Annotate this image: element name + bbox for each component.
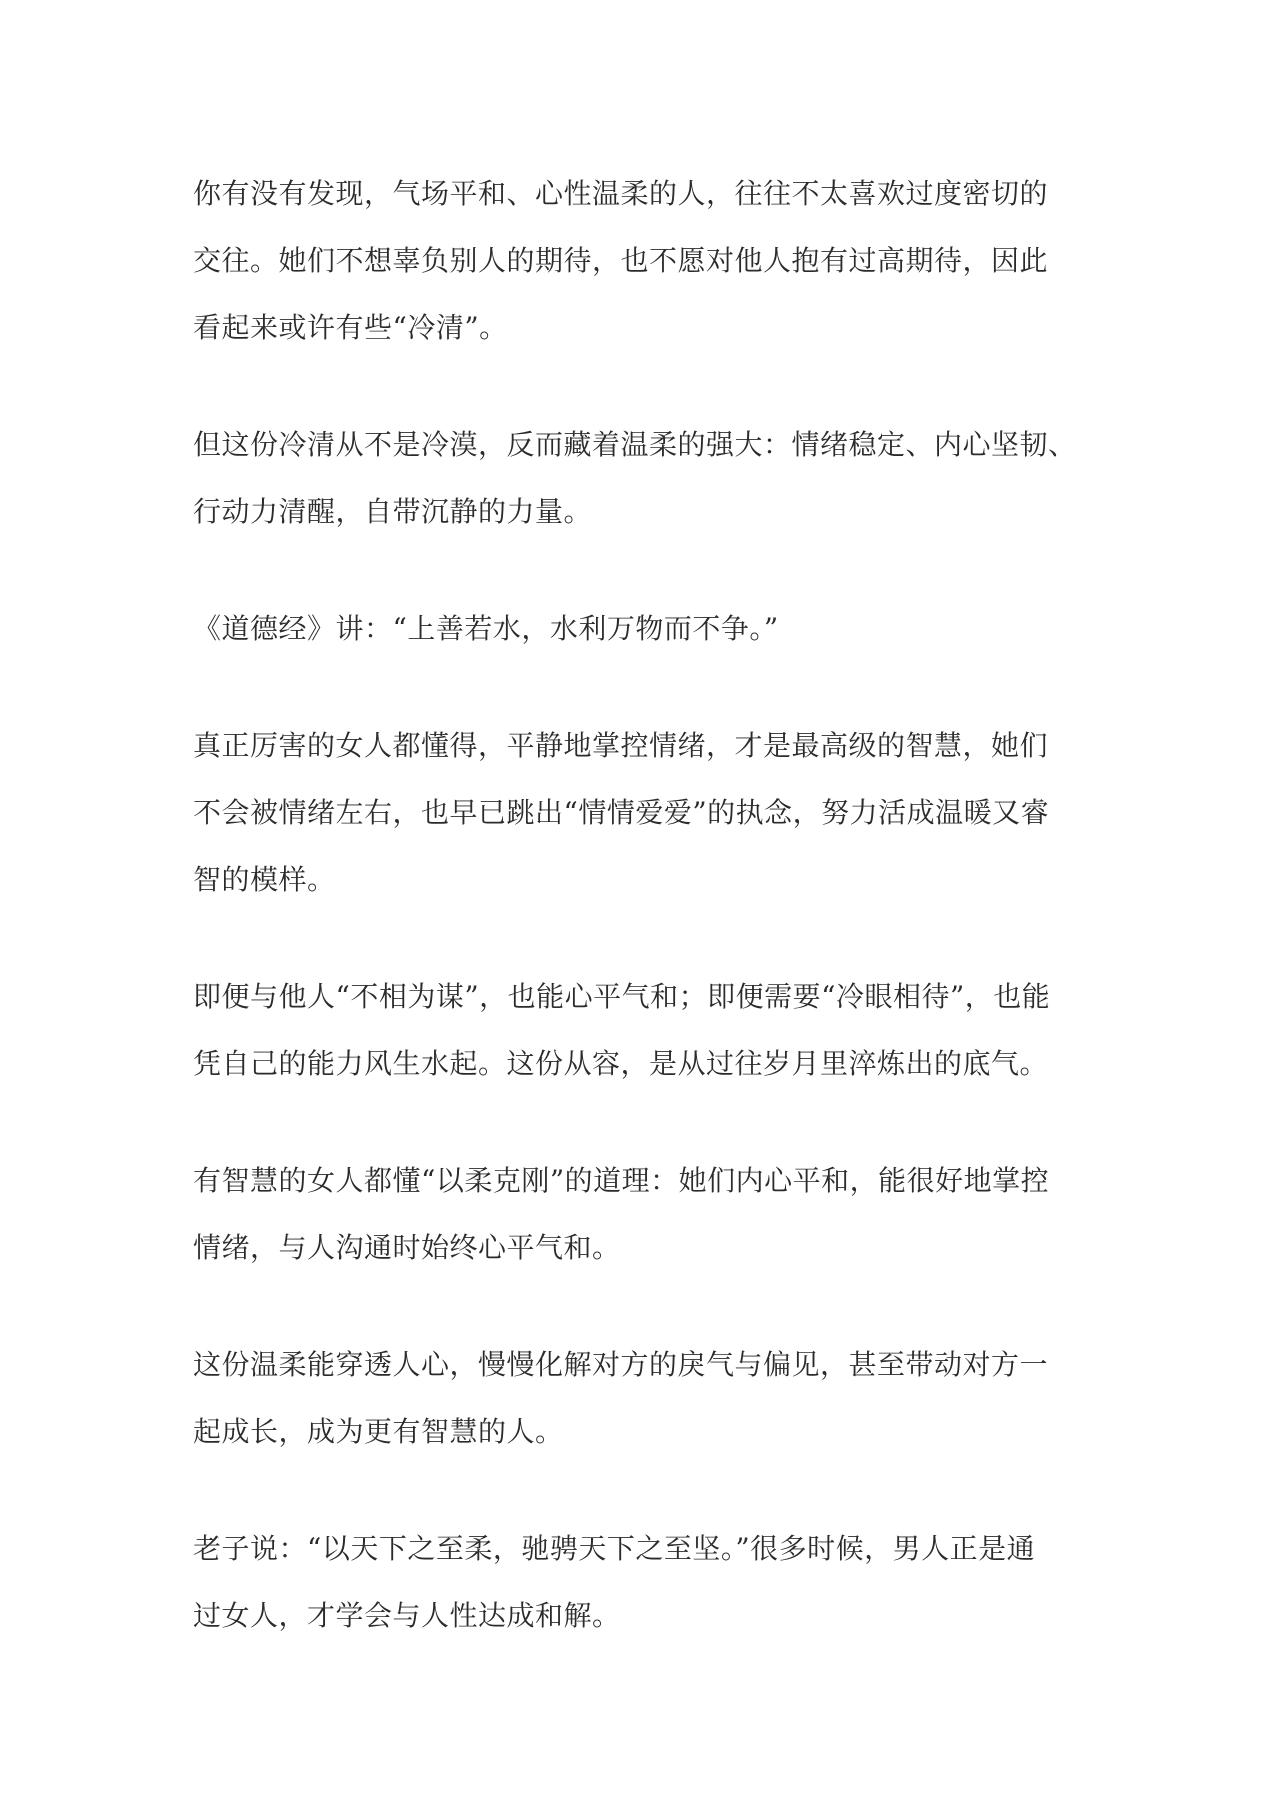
paragraph-8 — [193, 1515, 1083, 1649]
paragraph-line: 行动力清醒，自带沉静的力量。 — [193, 495, 593, 528]
paragraph-line: 这份温柔能穿透人心，慢慢化解对方的戾气与偏见，甚至带动对方一 — [193, 1348, 1049, 1381]
paragraph-line: 有智慧的女人都懂“以柔克刚”的道理：她们内心平和，能很好地掌控 — [193, 1164, 1050, 1197]
paragraph-line: 《道德经》讲：“上善若水，水利万物而不争。” — [193, 612, 779, 645]
paragraph-line: 过女人，才学会与人性达成和解。 — [193, 1599, 621, 1632]
paragraph-line: 看起来或许有些“冷清”。 — [193, 311, 508, 344]
paragraph-5 — [193, 963, 1083, 1097]
paragraph-1 — [193, 160, 1083, 361]
paragraph-line: 智的模样。 — [193, 863, 336, 896]
paragraph-line: 凭自己的能力风生水起。这份从容，是从过往岁月里淬炼出的底气。 — [193, 1047, 1049, 1080]
paragraph-line: 老子说：“以天下之至柔，驰骋天下之至坚。”很多时候，男人正是通 — [193, 1532, 1036, 1565]
paragraph-line: 但这份冷清从不是冷漠，反而藏着温柔的强大：情绪稳定、内心坚韧、 — [193, 428, 1077, 461]
paragraph-line: 起成长，成为更有智慧的人。 — [193, 1415, 564, 1448]
paragraph-3-quote — [193, 595, 1083, 662]
paragraph-7 — [193, 1331, 1083, 1465]
paragraph-line: 交往。她们不想辜负别人的期待，也不愿对他人抱有过高期待，因此 — [193, 244, 1049, 277]
paragraph-line: 真正厉害的女人都懂得，平静地掌控情绪，才是最高级的智慧，她们 — [193, 729, 1049, 762]
paragraph-line: 你有没有发现，气场平和、心性温柔的人，往往不太喜欢过度密切的 — [193, 177, 1049, 210]
document-body — [193, 160, 1083, 1699]
paragraph-line: 即便与他人“不相为谋”，也能心平气和；即便需要“冷眼相待”，也能 — [193, 980, 1051, 1013]
paragraph-6 — [193, 1147, 1083, 1281]
paragraph-line: 不会被情绪左右，也早已跳出“情情爱爱”的执念，努力活成温暖又睿 — [193, 796, 1050, 829]
paragraph-4 — [193, 712, 1083, 913]
paragraph-2 — [193, 411, 1083, 545]
paragraph-line: 情绪，与人沟通时始终心平气和。 — [193, 1231, 621, 1264]
